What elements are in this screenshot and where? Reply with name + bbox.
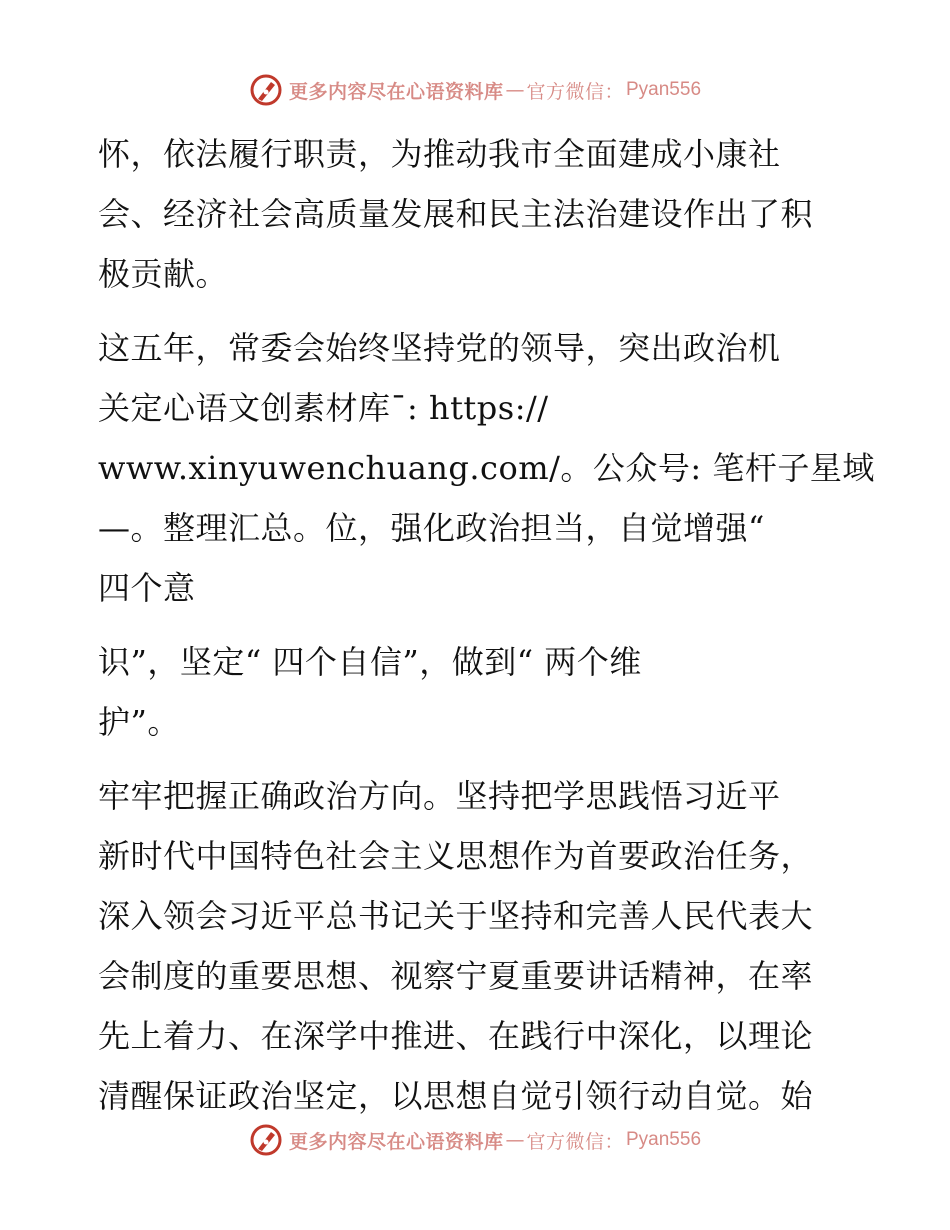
- pen-logo-icon: [249, 73, 283, 107]
- pen-logo-icon: [249, 1123, 283, 1157]
- paragraph: [98, 124, 858, 304]
- text-line: 四个意: [98, 569, 196, 607]
- footer-watermark: [0, 1120, 950, 1160]
- text-line: 识”，坚定“ 四个自信”，做到“ 两个维: [98, 643, 642, 681]
- watermark-site-name: 更多内容尽在心语资料库: [288, 1130, 504, 1153]
- text-line: 关定心语文创素材库¯: https://: [98, 389, 549, 427]
- watermark-separator: —: [505, 79, 525, 101]
- watermark-wechat-label: 官方微信：: [526, 1130, 624, 1153]
- header-watermark: [0, 70, 950, 110]
- watermark-wechat-label: 官方微信：: [526, 80, 624, 103]
- text-line: 新时代中国特色社会主义思想作为首要政治任务，: [98, 837, 814, 875]
- watermark-separator: —: [505, 1129, 525, 1151]
- text-line: 极贡献。: [98, 255, 229, 293]
- watermark-site-name: 更多内容尽在心语资料库: [288, 80, 504, 103]
- paragraph: [98, 632, 858, 752]
- text-line: 护”。: [98, 703, 180, 741]
- text-line: 会、经济社会高质量发展和民主法治建设作出了积: [98, 195, 814, 233]
- watermark-wechat-id: Pyan556: [626, 79, 702, 100]
- text-line: —。整理汇总。位，强化政治担当，自觉增强“: [98, 509, 765, 547]
- document-body: [98, 124, 875, 1126]
- paragraph: [98, 318, 875, 618]
- watermark-wechat-id: Pyan556: [626, 1129, 702, 1150]
- text-line: 清醒保证政治坚定，以思想自觉引领行动自觉。始: [98, 1077, 814, 1115]
- text-line: 怀，依法履行职责，为推动我市全面建成小康社: [98, 135, 781, 173]
- text-line: 这五年，常委会始终坚持党的领导，突出政治机: [98, 329, 781, 367]
- text-line: 先上着力、在深学中推进、在践行中深化，以理论: [98, 1017, 814, 1055]
- text-line: 牢牢把握正确政治方向。坚持把学思践悟习近平: [98, 777, 781, 815]
- text-line: www.xinyuwenchuang.com/。公众号: 笔杆子星域: [98, 449, 875, 487]
- text-line: 会制度的重要思想、视察宁夏重要讲话精神，在率: [98, 957, 814, 995]
- paragraph: [98, 766, 858, 1126]
- text-line: 深入领会习近平总书记关于坚持和完善人民代表大: [98, 897, 814, 935]
